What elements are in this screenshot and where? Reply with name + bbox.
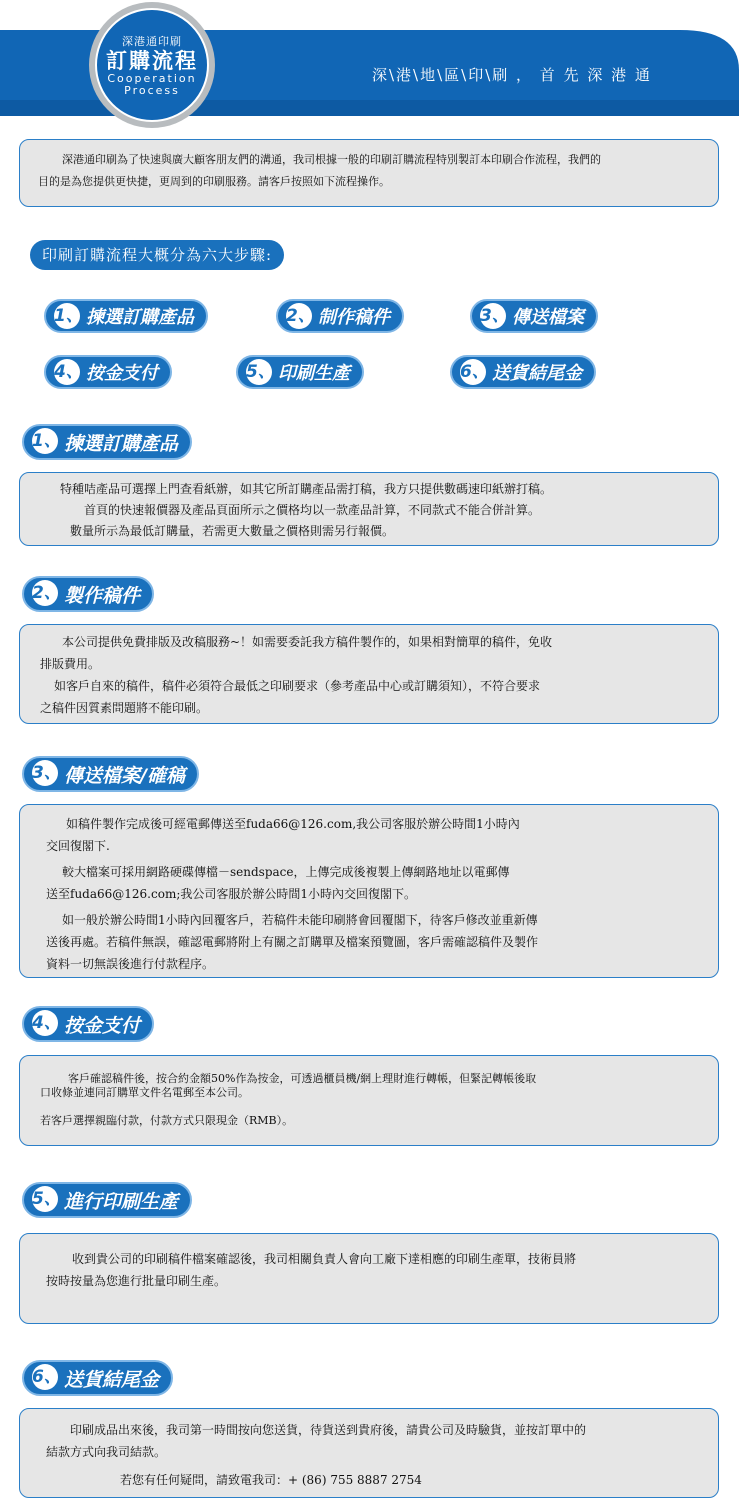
section-heading-2: 2、 製作稿件 [22, 576, 154, 612]
step-overview-2: 2、 制作稿件 [276, 299, 404, 333]
section-text: 資料一切無誤後進行付款程序。 [46, 957, 215, 971]
section-text: 結款方式向我司結款。 [46, 1445, 167, 1459]
badge-english-1: Cooperation [107, 72, 197, 85]
section-text: 數量所示為最低訂購量，若需更大數量之價格則需另行報價。 [70, 524, 395, 538]
section-text: 特種咭產品可選擇上門查看紙辦，如其它所訂購產品需打稿，我方只提供數碼速印紙辦打稿。 [60, 482, 553, 496]
section-text: 如客戶自來的稿件，稿件必須符合最低之印刷要求（參考產品中心或訂購須知），不符合要求 [54, 679, 541, 693]
section-text: 按時按量為您進行批量印刷生產。 [46, 1274, 227, 1288]
section-text: 較大檔案可採用網路硬碟傳檔－sendspace，上傳完成後複製上傳網路地址以電郵傳 [62, 865, 510, 879]
badge-english-2: Process [124, 84, 180, 97]
section-text: 若客戶選擇親臨付款，付款方式只限現金（RMB）。 [40, 1114, 294, 1127]
section-text: 如稿件製作完成後可經電郵傳送至fuda66@126.com,我公司客服於辦公時間1小時內 [66, 817, 520, 831]
section-heading-6: 6、 送貨結尾金 [22, 1360, 173, 1396]
step-overview-1: 1、 揀選訂購產品 [44, 299, 208, 333]
section-text: 送至fuda66@126.com;我公司客服於辦公時間1小時內交回復閣下。 [46, 887, 416, 901]
badge-title: 訂購流程 [106, 48, 198, 73]
section-text: 口收條並連同訂購單文件名電郵至本公司。 [40, 1086, 249, 1099]
section-text: 交回復閣下. [46, 839, 110, 853]
section-box-6 [19, 1408, 719, 1498]
intro-box [19, 139, 719, 207]
section-text: 首頁的快速報價器及產品頁面所示之價格均以一款產品計算，不同款式不能合併計算。 [84, 503, 541, 517]
step-overview-3: 3、 傳送檔案 [470, 299, 598, 333]
badge-company: 深港通印刷 [122, 35, 182, 48]
header-slogan: 深\港\地\區\印\刷 ， 首 先 深 港 通 [372, 66, 652, 84]
section-box-3 [19, 804, 719, 978]
section-text: 排版費用。 [40, 657, 101, 671]
section-heading-1: 1、 揀選訂購產品 [22, 424, 192, 460]
section-text: 如一般於辦公時間1小時內回覆客戶，若稿件未能印刷將會回覆閣下，待客戶修改並重新傳 [62, 913, 538, 927]
overview-label: 印刷訂購流程大概分為六大步驟: [30, 240, 284, 270]
intro-line: 目的是為您提供更快捷，更周到的印刷服務。請客戶按照如下流程操作。 [38, 175, 390, 188]
section-heading-4: 4、 按金支付 [22, 1006, 154, 1042]
order-process-badge [89, 2, 215, 128]
section-text: 印刷成品出來後，我司第一時間按向您送貨，待貨送到貴府後，請貴公司及時驗貨，並按訂單中的 [70, 1423, 587, 1437]
section-text: 客戶確認稿件後，按合約金額50%作為按金，可透過櫃員機/網上理財進行轉帳，但緊記轉帳後取 [68, 1072, 537, 1085]
section-box-4 [19, 1055, 719, 1146]
section-text: 本公司提供免費排版及改稿服務~！如需要委託我方稿件製作的，如果相對簡單的稿件，免收 [62, 635, 553, 649]
section-box-2 [19, 624, 719, 724]
step-overview-6: 6、 送貨結尾金 [450, 355, 596, 389]
contact-phone: 若您有任何疑問，請致電我司：+ (86) 755 8887 2754 [120, 1473, 422, 1487]
section-text: 之稿件因質素問題將不能印刷。 [40, 701, 209, 715]
step-overview-4: 4、 按金支付 [44, 355, 172, 389]
step-overview-5: 5、 印刷生產 [236, 355, 364, 389]
section-text: 收到貴公司的印刷稿件檔案確認後，我司相關負責人會向工廠下達相應的印刷生產單，技術員將 [72, 1252, 577, 1266]
intro-line: 深港通印刷為了快速與廣大顧客朋友們的溝通，我司根據一般的印刷訂購流程特別製訂本印刷合作流程，我們的 [62, 153, 601, 166]
section-heading-5: 5、 進行印刷生產 [22, 1182, 192, 1218]
section-text: 送後再處。若稿件無誤，確認電郵將附上有關之訂購單及檔案預覽圖，客戶需確認稿件及製作 [46, 935, 539, 949]
section-box-5 [19, 1233, 719, 1324]
section-heading-3: 3、 傳送檔案/確稿 [22, 756, 199, 792]
section-box-1 [19, 472, 719, 546]
